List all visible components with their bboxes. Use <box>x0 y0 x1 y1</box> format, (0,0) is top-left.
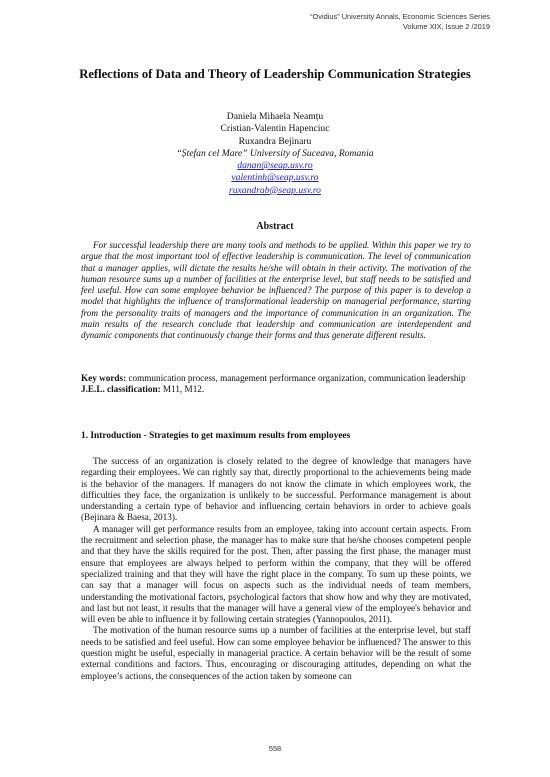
journal-volume: Volume XIX, Issue 2 /2019 <box>402 22 490 31</box>
jel-value: M11, M12. <box>162 384 205 395</box>
abstract-heading: Abstract <box>256 221 294 232</box>
journal-name: “Ovidius” University Annals, Economic Sciences Series <box>310 12 490 21</box>
author-block <box>40 111 510 197</box>
affiliation: “Ștefan cel Mare” University of Suceava, Romania <box>176 147 374 159</box>
paper-title: Reflections of Data and Theory of Leadership Communication Strategies <box>79 67 471 81</box>
keywords-block <box>81 373 471 396</box>
abstract-text: For successful leadership there are many tools and methods to be applied. Within this paper we try to argue that the most important tool of effective leadership is communication. The level of communication that a manager applies, will dictate the results he/she will obtain in their activity. The motivation of the human resource sums up a number of facilities at the enterprise level, but staff needs to be satisfied and feel useful. How can some employee behavior be influenced? The purpose of this paper is to develop a model that highlights the influence of transformational leadership on managerial performance, starting from the personality traits of managers and the importance of communication in an organization. The main results of the research conclude that leadership and communication are interdependent and dynamic components that continuously change their forms and thus generate different results. <box>81 240 471 341</box>
author-name: Daniela Mihaela Neamțu <box>226 111 324 122</box>
author-name: Cristian-Valentin Hapenciuc <box>220 123 330 135</box>
author-email-link[interactable]: danan@seap.usv.ro <box>237 160 313 172</box>
author-name: Ruxandra Bejinaru <box>238 135 312 147</box>
author-email-link[interactable]: valentinh@seap.usv.ro <box>231 172 319 184</box>
keywords-label: Key words: <box>81 373 127 383</box>
body-paragraph: The motivation of the human resource sums up a number of facilities at the enterprise level, but staff needs to be satisfied and feel useful. How can some employee behavior be influenced? The answer to this question might be useful, especially in managerial practice. A certain behavior will be the result of some external conditions and factors. Thus, encouraging or discouraging attitudes, depending on what the employee’s actions, the consequences of the action taken by someone can <box>81 625 471 681</box>
jel-label: J.E.L. classification: <box>81 384 161 395</box>
section-heading: 1. Introduction - Strategies to get maximum results from employees <box>81 431 351 441</box>
section-body <box>81 456 471 682</box>
page-number: 558 <box>268 744 282 753</box>
body-paragraph: The success of an organization is closely related to the degree of knowledge that managers have regarding their employees. We can rightly say that, directly proportional to the achievements being made is the behavior of the managers. If managers do not know the climate in which employees work, the difficulties they face, the organization is unlikely to be successful. Performance management is about understanding a certain type of behavior and influencing certain behaviors in order to achieve goals (Bejinara & Baesa, 2013). <box>81 456 471 523</box>
keywords-value: communication process, management performance organization, communication leadership <box>128 373 466 383</box>
body-paragraph: A manager will get performance results from an employee, taking into account certain aspects. From the recruitment and selection phase, the manager has to make sure that he/she chooses competent people and that they have the skills required for the post. Then, after passing the first phase, the manager must ensure that employees are always helped to perform within the company, that they will be offered specialized training and that they will have the right place in the company. To sum up these points, we can say that a manager will focus on aspects such as the individual needs of team members, understanding the motivational factors, psychological factors that show how and why they are motivated, and last but not least, it results that the manager will have a general view of the employee's behavior and will even be able to influence it by following certain strategies (Yannopoulos, 2011). <box>81 523 471 625</box>
journal-header <box>310 12 490 32</box>
author-email-link[interactable]: ruxandrab@seap.usv.ro <box>229 184 321 196</box>
